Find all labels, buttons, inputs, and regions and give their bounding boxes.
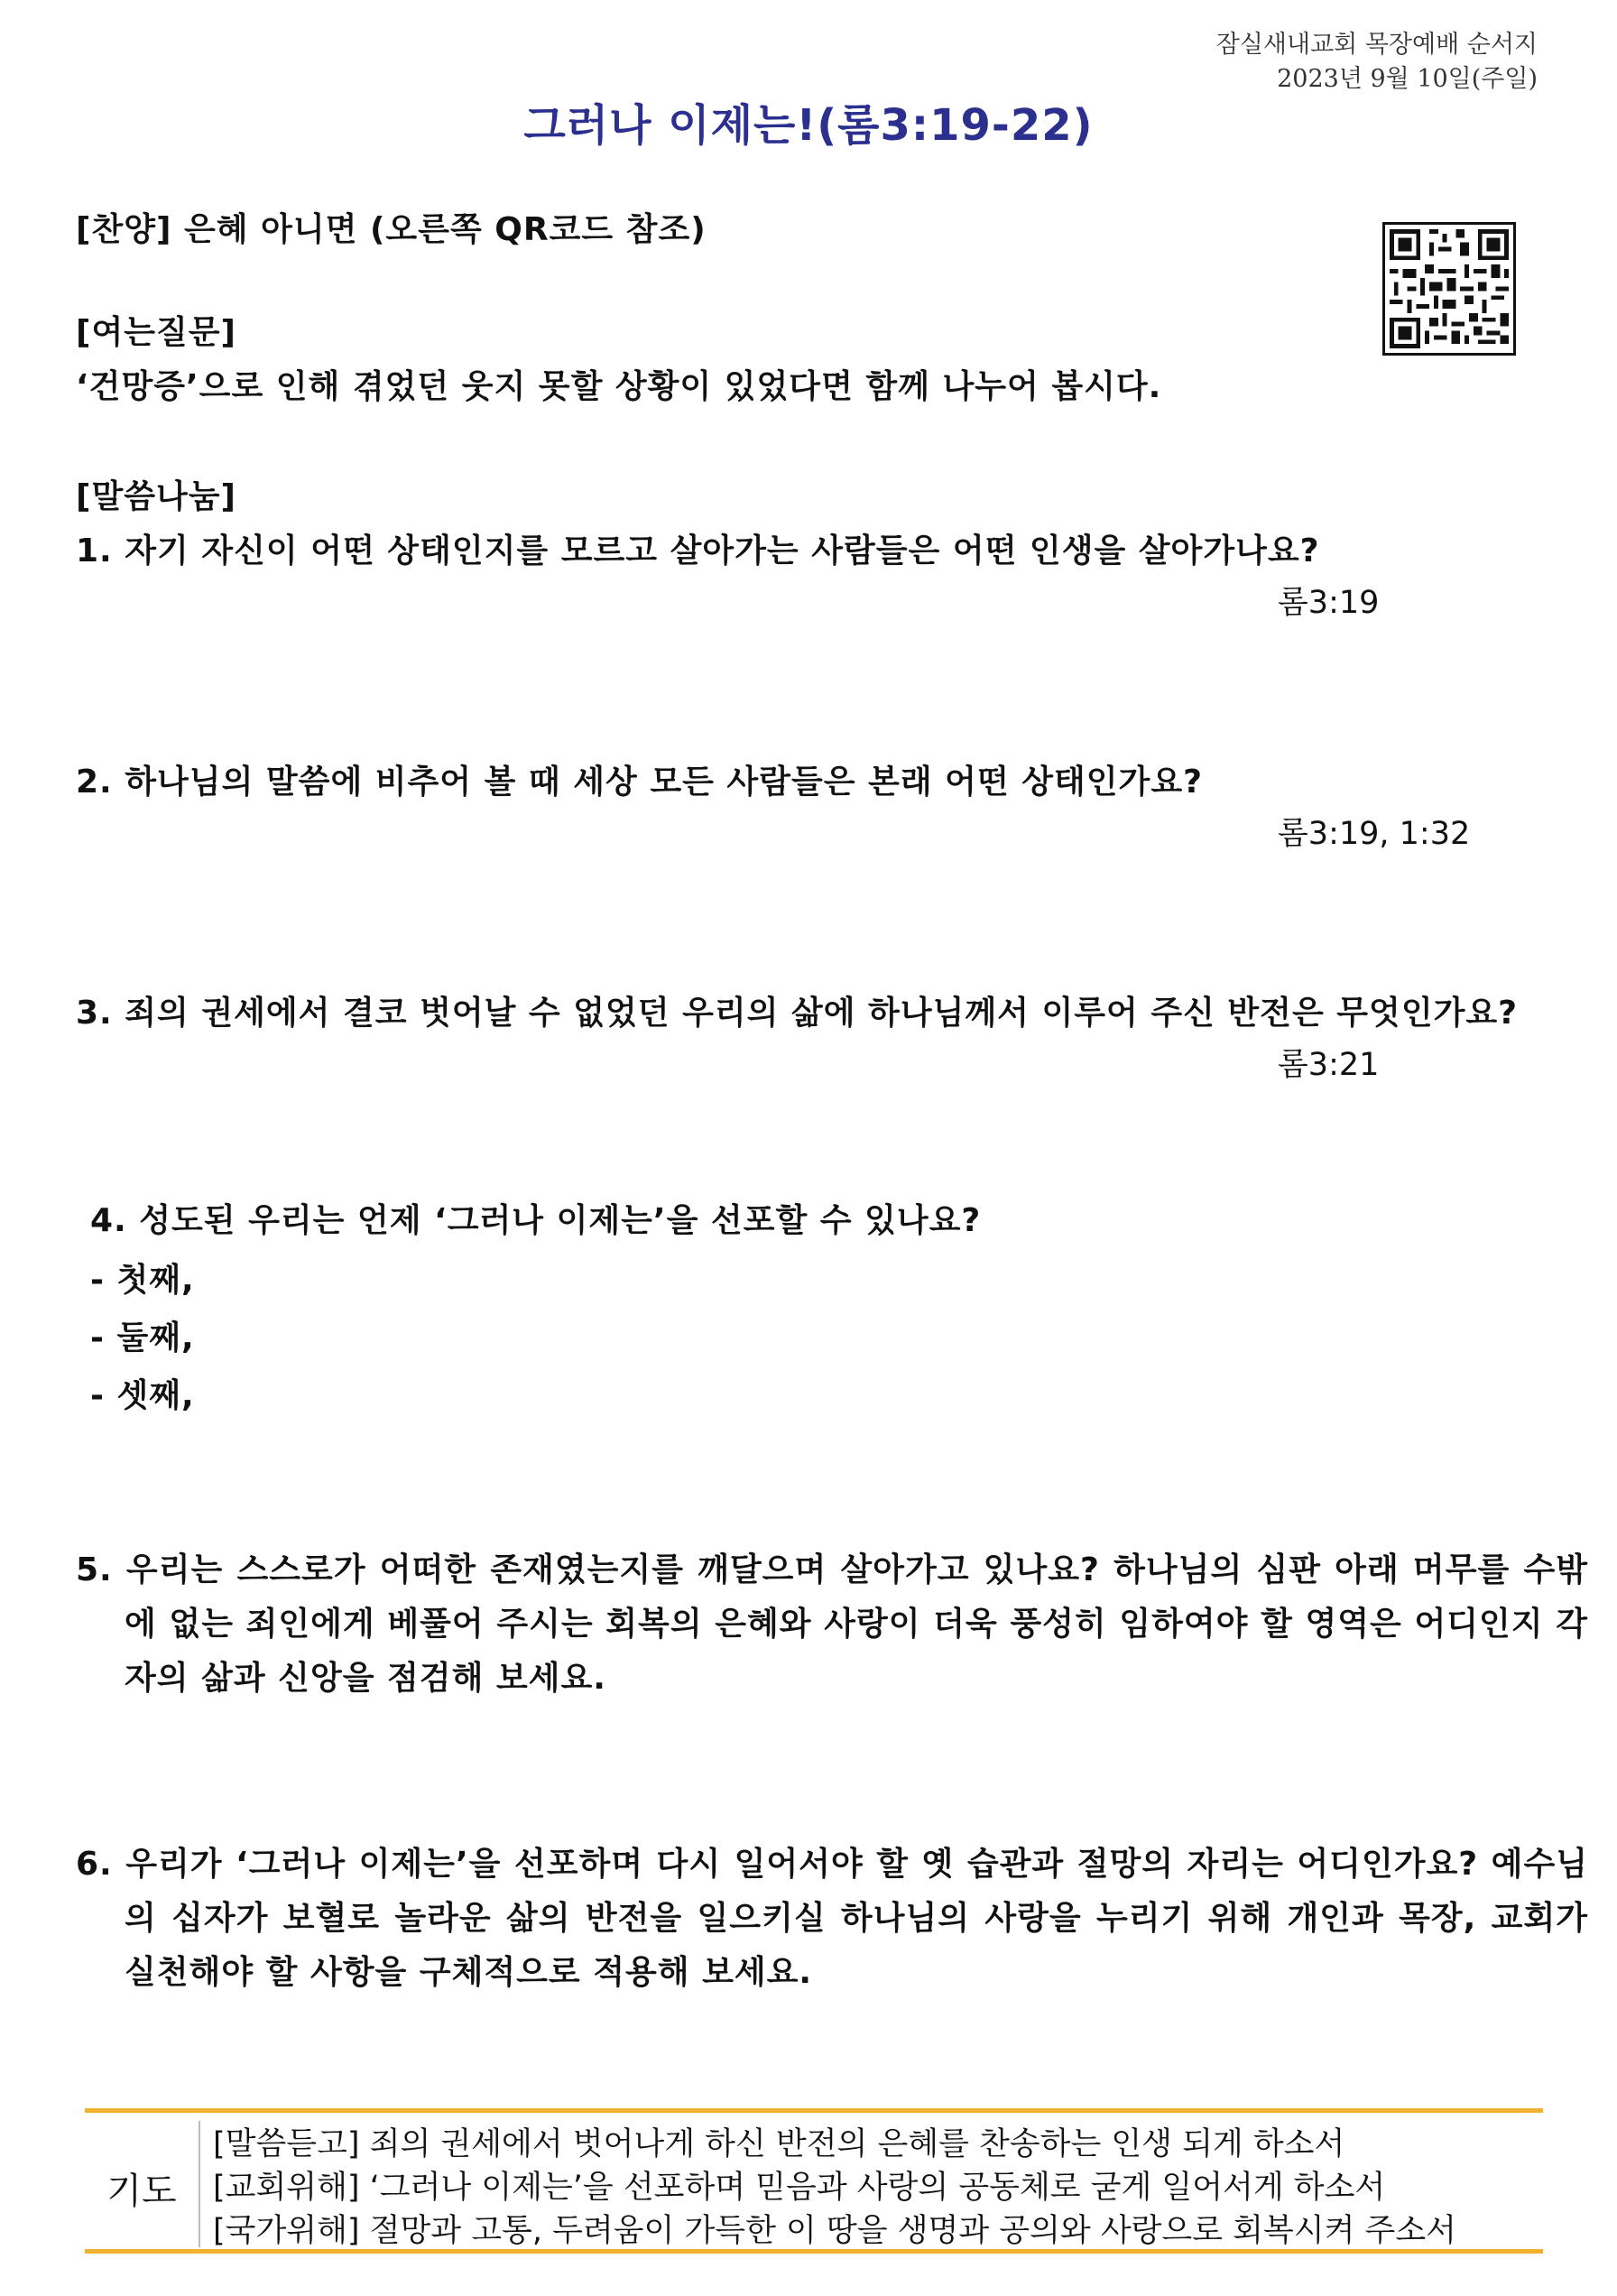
prayer-divider [199,2121,200,2247]
question-2: 2. 하나님의 말씀에 비추어 볼 때 세상 모든 사람들은 본래 어떤 상태인가요? [76,764,1203,801]
prayer-item: [말씀듣고] 죄의 권세에서 벗어나게 하신 반전의 은혜를 찬송하는 인생 되게 하소서 [213,2126,1345,2162]
question-2-reference: 롬3:19, 1:32 [1278,816,1471,852]
question-3-reference: 롬3:21 [1278,1047,1380,1083]
opening-heading: [여는질문] [76,314,237,351]
question-1: 1. 자기 자신이 어떤 상태인지를 모르고 살아가는 사람들은 어떤 인생을 살아가나요? [76,532,1320,569]
question-4: 4. 성도된 우리는 언제 ‘그러나 이제는’을 선포할 수 있나요? [90,1202,982,1239]
question-1-reference: 롬3:19 [1278,585,1380,621]
qr-code-icon[interactable] [1382,222,1516,356]
question-4-item: - 둘째, [90,1319,195,1356]
sharing-heading: [말씀나눔] [76,478,237,515]
prayer-item: [교회위해] ‘그러나 이제는’을 선포하며 믿음과 사랑의 공동체로 굳게 일어서게 하소서 [213,2170,1386,2206]
question-3: 3. 죄의 권세에서 결코 벗어날 수 없었던 우리의 삶에 하나님께서 이루어 주신 반전은 무엇인가요? [76,995,1519,1032]
prayer-label: 기도 [106,2171,177,2212]
prayer-item: [국가위해] 절망과 고통, 두려움이 가득한 이 땅을 생명과 공의와 사랑으로 회복시켜 주소서 [213,2213,1456,2249]
opening-question: ‘건망증’으로 인해 겪었던 웃지 못할 상황이 있었다면 함께 나누어 봅시다. [76,368,1162,405]
prayer-top-border [85,2108,1543,2113]
question-5: 5. 우리는 스스로가 어떠한 존재였는지를 깨달으며 살아가고 있나요? 하나님의 심판 아래 머무를 수밖에 없는 죄인에게 베풀어 주시는 회복의 은혜와 사랑이 더욱 풍성히 임하여야 할 영역은 어디인지 각자의 삶과 신앙을 점검해 보세요. [76,1551,1588,1697]
hymn-line: [찬양] 은혜 아니면 (오른쪽 QR코드 참조) [76,211,707,248]
service-date: 2023년 9월 10일(주일) [1277,65,1538,93]
church-header: 잠실새내교회 목장예배 순서지 [1215,31,1538,59]
question-4-item: - 첫째, [90,1262,195,1299]
question-6: 6. 우리가 ‘그러나 이제는’을 선포하며 다시 일어서야 할 옛 습관과 절망의 자리는 어디인가요? 예수님의 십자가 보혈로 놀라운 삶의 반전을 일으키실 하나님의 사랑을 누리기 위해 개인과 목장, 교회가 실천해야 할 사항을 구체적으로 적용해 보세요. [76,1846,1588,1991]
question-4-item: - 셋째, [90,1377,195,1414]
page-title: 그러나 이제는!(롬3:19-22) [523,100,1094,151]
prayer-bottom-border [85,2249,1543,2254]
